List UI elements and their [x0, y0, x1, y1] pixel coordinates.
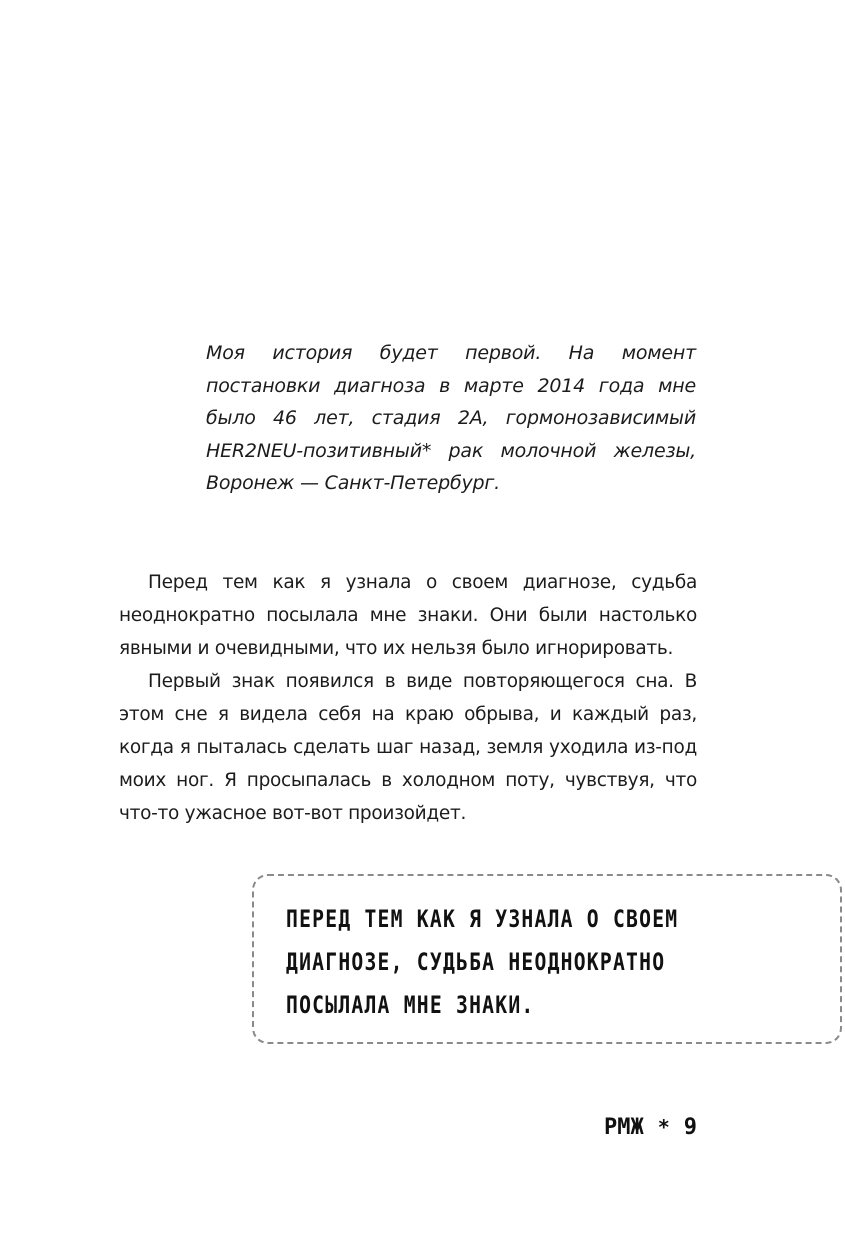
pull-quote-text	[286, 898, 819, 1027]
pull-quote-line: ДИАГНОЗЕ, СУДЬБА НЕОДНОКРАТНО	[286, 948, 666, 976]
paragraph: Первый знак появился в виде повторяющегося сна. В этом сне я видела себя на краю обрыва, и каждый раз, когда я пыталась сделать шаг назад, земля уходила из-под моих ног. Я просыпалась в холодном поту, чувствуя, что что-то ужасное вот-вот произойдет.	[119, 671, 697, 824]
pull-quote-line: ПОСЫЛАЛА МНЕ ЗНАКИ.	[286, 991, 535, 1019]
epigraph: Моя история будет первой. На момент постановки диагноза в марте 2014 года мне было 46 лет, стадия 2А, гормонозависимый HER2NEU-позитивный* рак молочной железы, Воронеж — Санкт-Петербург.	[206, 342, 696, 494]
paragraph: Перед тем как я узнала о своем диагнозе, судьба неоднократно посылала мне знаки. Они были настолько явными и очевидными, что их нельзя было игнорировать.	[119, 572, 697, 659]
running-title: РМЖ	[603, 1114, 644, 1140]
page-number: 9	[683, 1114, 697, 1140]
pull-quote-box	[252, 874, 842, 1044]
page-footer	[560, 1112, 697, 1142]
separator-asterisk-icon: *	[657, 1115, 670, 1139]
main-text	[119, 566, 697, 830]
pull-quote-line: ПЕРЕД ТЕМ КАК Я УЗНАЛА О СВОЕМ	[286, 905, 679, 933]
